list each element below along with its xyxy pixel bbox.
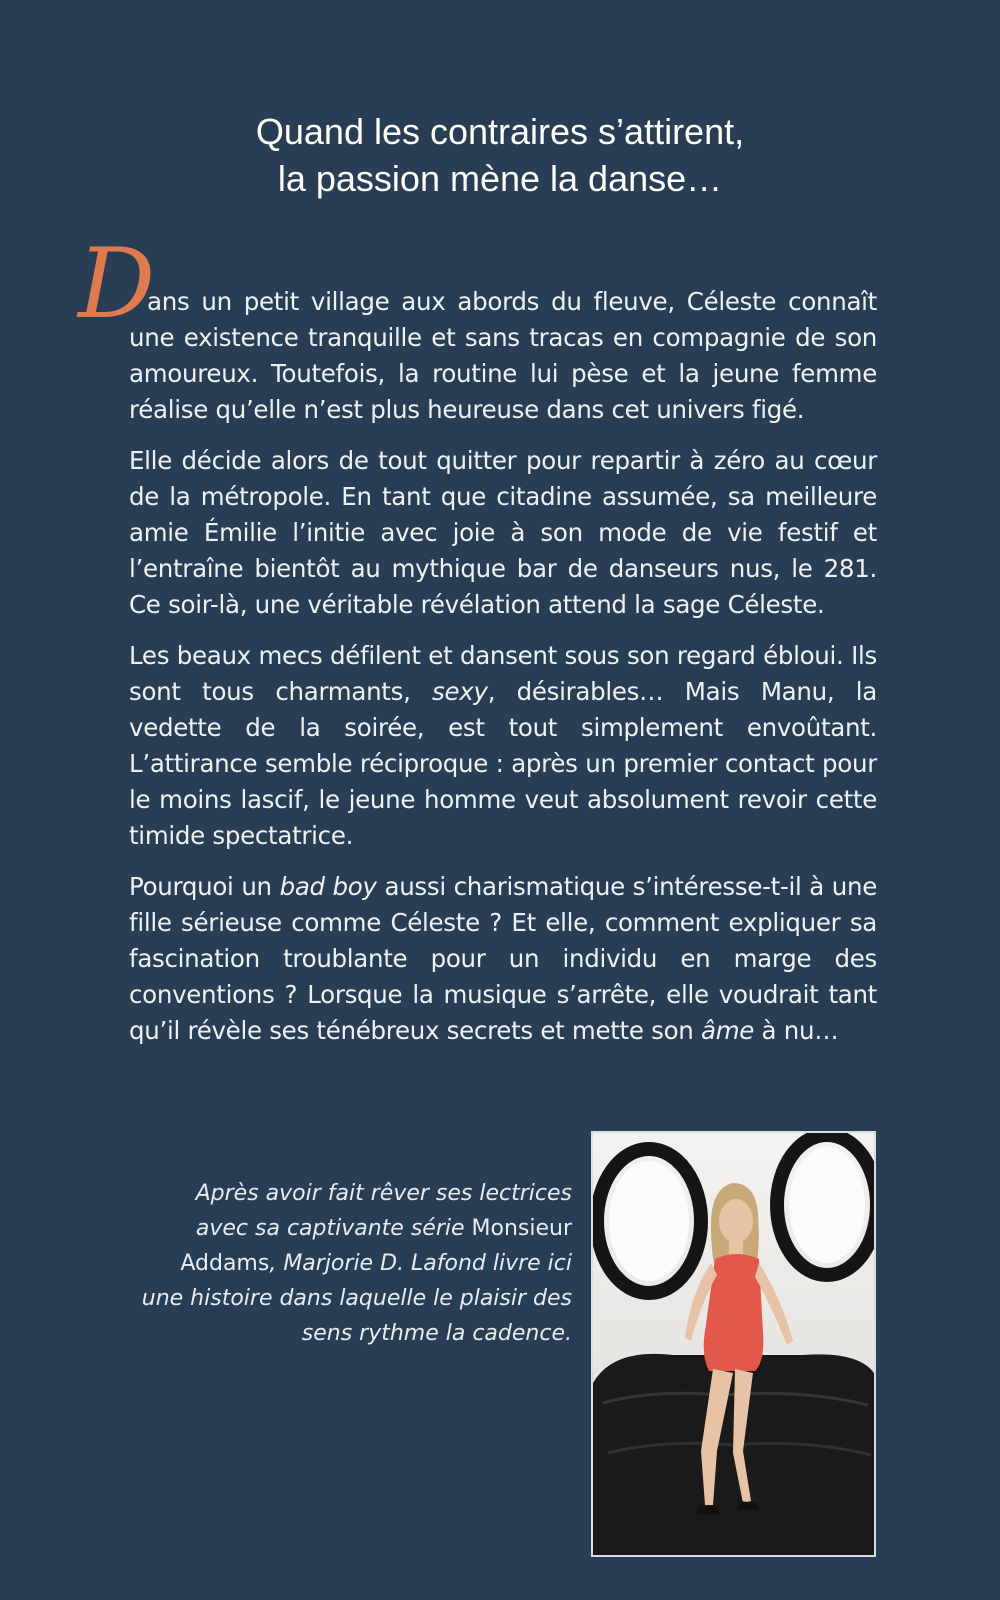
tagline-line-1: Quand les contraires s’attirent, bbox=[255, 111, 745, 152]
face bbox=[719, 1199, 753, 1243]
right-mirror-glass bbox=[789, 1147, 865, 1263]
author-photo bbox=[591, 1131, 876, 1557]
author-blurb bbox=[140, 1176, 572, 1351]
drop-cap: D bbox=[78, 228, 155, 340]
synopsis bbox=[129, 284, 877, 1064]
series-title: Monsieur Addams bbox=[180, 1216, 572, 1276]
left-mirror-glass bbox=[609, 1161, 689, 1281]
paragraph-4-part-e: à nu… bbox=[754, 1016, 839, 1045]
paragraph-3-part-a: Les beaux mecs défilent et dansent sous son regard ébloui. Ils sont tous charmants, bbox=[129, 641, 877, 706]
author-blurb-part-a: Après avoir fait rêver ses lectrices avec sa captivante série bbox=[195, 1181, 572, 1241]
paragraph-1-text: ans un petit village aux abords du fleuve, Céleste connaît une existence tranquille et sans tracas en compagnie de son amoureux. Toutefois, la routine lui pèse et la jeune femme réalise qu’elle n’est plus heureuse dans cet univers figé. bbox=[129, 287, 877, 424]
paragraph-4-part-a: Pourquoi un bbox=[129, 872, 280, 901]
synopsis-paragraph-2: Elle décide alors de tout quitter pour repartir à zéro au cœur de la métropole. En tant que citadine assumée, sa meilleure amie Émilie l’initie avec joie à son mode de vie festif et l’entraîne bientôt au mythique bar de danseurs nus, le 281. Ce soir-là, une véritable révélation attend la sage Céleste. bbox=[129, 446, 877, 619]
paragraph-4-part-c: aussi charismatique s’intéresse-t-il à une fille sérieuse comme Céleste ? Et elle, comment expliquer sa fascination troublante pour un individu en marge des conventions ? Lorsque la musique s’arrête, elle voudrait tant qu’il révèle ses ténébreux secrets et mette son bbox=[129, 872, 877, 1045]
paragraph-4-italic-ame: âme bbox=[701, 1016, 755, 1045]
synopsis-paragraph-4 bbox=[129, 869, 877, 1049]
tagline-line-2: la passion mène la danse… bbox=[277, 158, 723, 199]
synopsis-paragraph-1 bbox=[129, 284, 877, 428]
paragraph-3-italic: sexy bbox=[432, 677, 488, 706]
paragraph-3-part-c: , désirables… Mais Manu, la vedette de la soirée, est tout simplement envoûtant. L’attirance semble réciproque : après un premier contact pour le moins lascif, le jeune homme veut absolument revoir cette timide spectatrice. bbox=[129, 677, 878, 850]
tagline bbox=[0, 108, 1000, 202]
author-photo-illustration bbox=[593, 1133, 874, 1555]
paragraph-4-italic-bad-boy: bad boy bbox=[279, 872, 377, 901]
synopsis-paragraph-3 bbox=[129, 638, 877, 854]
author-blurb-part-b: , Marjorie D. Lafond livre ici une histoire dans laquelle le plaisir des sens rythme la cadence. bbox=[141, 1251, 572, 1346]
